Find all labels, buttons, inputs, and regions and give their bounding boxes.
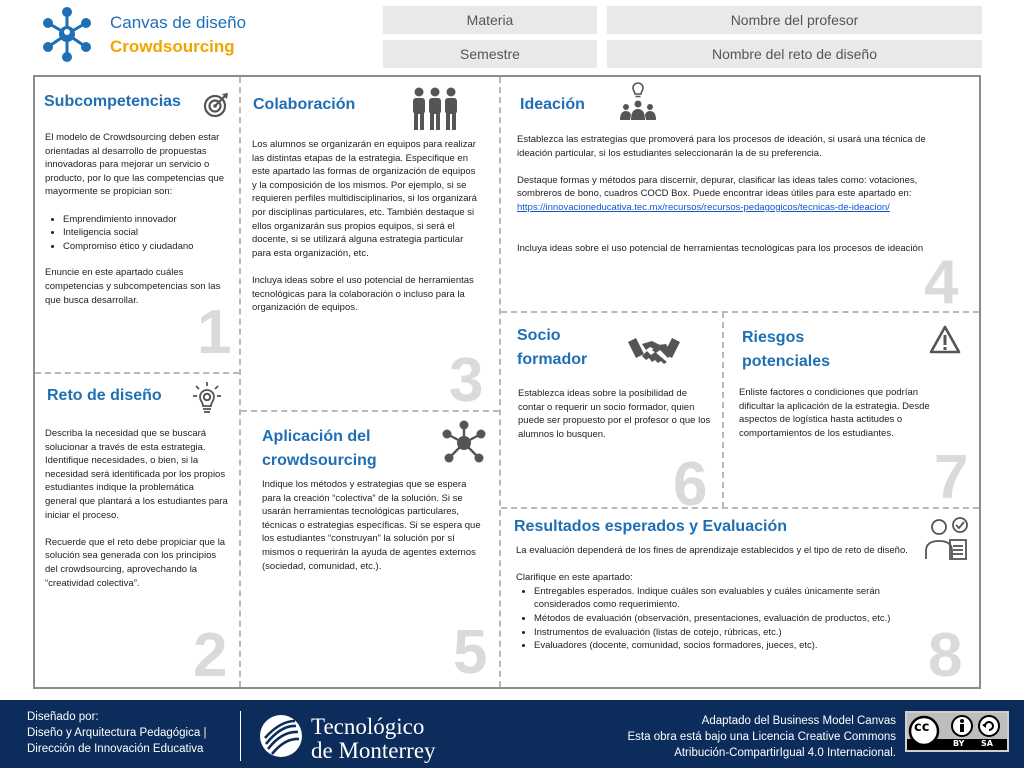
resultados-title: Resultados esperados y Evaluación	[514, 518, 787, 535]
ideacion-link[interactable]: https://innovacioneducativa.tec.mx/recursos/recursos-pedagogicos/tecnicas-de-ideacion/	[517, 201, 890, 213]
divider	[722, 312, 724, 508]
socio-title: Socio formador	[517, 327, 588, 368]
divider	[35, 372, 239, 374]
colaboracion-body	[252, 138, 482, 328]
aplicacion-title: Aplicación del crowdsourcing	[262, 428, 377, 469]
section-number: 5	[453, 618, 488, 687]
app-title: Canvas de diseño	[110, 13, 247, 32]
subcompetencias-body	[45, 131, 228, 321]
divider	[501, 311, 979, 313]
designed-by-dept: Diseño y Arquitectura Pedagógica |	[27, 727, 207, 739]
list-item: • Inteligencia social	[63, 226, 228, 240]
resultados-paragraph: Clarifique en este apartado:	[516, 572, 633, 584]
footer-divider	[240, 711, 241, 761]
socio-body	[518, 387, 712, 455]
creative-commons-icon[interactable]	[905, 711, 1009, 752]
section-number: 8	[928, 621, 963, 690]
materia-field[interactable]: Materia	[383, 6, 597, 34]
list-item: • Entregables esperados. Indique cuáles son evaluables y cuáles únicamente serán considerados como requerimiento.	[534, 585, 931, 612]
cc-sa-label: SA	[981, 739, 993, 748]
section-number: 7	[934, 443, 969, 512]
hub-network-icon	[441, 420, 487, 466]
tec-logo-icon	[258, 713, 304, 759]
gear-bulb-icon	[192, 381, 222, 415]
license-line-1[interactable]: Esta obra está bajo una Licencia Creative Commons	[627, 731, 896, 743]
license-line-2[interactable]: Atribución-CompartirIgual 4.0 Internacional.	[674, 747, 896, 759]
riesgos-body	[739, 386, 954, 454]
handshake-icon	[628, 336, 680, 372]
cc-by-label: BY	[953, 739, 965, 748]
profesor-field[interactable]: Nombre del profesor	[607, 6, 982, 34]
section-number: 3	[449, 346, 484, 415]
adapted-from: Adaptado del Business Model Canvas	[701, 715, 896, 727]
list-item: • Evaluadores (docente, comunidad, socios formadores, jueces, etc).	[534, 639, 931, 653]
warning-icon	[929, 325, 961, 355]
list-item: • Emprendimiento innovador	[63, 213, 228, 227]
list-item: • Compromiso ético y ciudadano	[63, 240, 228, 254]
list-item: • Instrumentos de evaluación (listas de cotejo, rúbricas, etc.)	[534, 626, 931, 640]
ideacion-title: Ideación	[520, 96, 585, 113]
ideacion-text: Destaque formas y métodos para discernir, depurar, clasificar las ideas tales como: votaciones, sombreros de bono, cuadros COCD Box. Puede encontrar ideas útiles para este apartado en:	[517, 174, 918, 200]
ideacion-paragraph: Establezca las estrategias que promoverá para los procesos de ideación, si usará una técnica de ideación particular, si los estudiantes seleccionarán la de su preferencia.	[517, 134, 926, 159]
aplicacion-paragraph: Indique los métodos y estrategias que se espera para la creación “colectiva” de la solución. Si se usarán herramientas tecnológicas particulares, técnicas o estrategias específicas. Si se espera que los estudiantes “construyan” la solución por sí mismos o requerirán la ayuda de agentes externos (sociedad, comunidad, etc.).	[262, 479, 481, 572]
divider	[501, 507, 979, 509]
subcompetencias-intro: El modelo de Crowdsourcing deben estar orientadas al desarrollo de propuestas innovadoras para mejorar un servicio o producto, por lo que las competencias que mayormente se propician son:	[45, 132, 225, 198]
section-number: 2	[193, 621, 228, 690]
riesgos-title: Riesgos potenciales	[742, 329, 831, 370]
team-icon	[410, 86, 460, 131]
reto-paragraph: Recuerde que el reto debe propiciar que la solución sea generada con los principios del crowdsourcing, aprovechando la “creatividad colectiva”.	[45, 536, 226, 589]
ideacion-paragraph	[517, 174, 935, 215]
resultados-paragraph: La evaluación dependerá de los fines de aprendizaje establecidos y el tipo de reto de diseño.	[516, 545, 908, 556]
section-number: 6	[673, 450, 708, 519]
brand-line-1: Tecnológico	[311, 714, 425, 739]
semestre-field[interactable]: Semestre	[383, 40, 597, 68]
brand-line-2: de Monterrey	[311, 738, 436, 763]
subcompetencias-title: Subcompetencias	[44, 93, 181, 110]
divider	[239, 77, 241, 687]
reto-title: Reto de diseño	[47, 387, 162, 404]
riesgos-paragraph: Enliste factores o condiciones que podrían dificultar la aplicación de la estrategia. Desde aspectos de logística hasta actitudes o comportamientos de los estudiantes.	[739, 387, 930, 439]
resultados-list	[516, 585, 931, 653]
aplicacion-body	[262, 478, 484, 587]
cc-label: cc	[914, 720, 930, 735]
list-item: • Métodos de evaluación (observación, presentaciones, evaluación de productos, etc.)	[534, 612, 931, 626]
divider	[499, 77, 501, 687]
target-icon	[203, 92, 229, 118]
reto-body	[45, 427, 228, 604]
colaboracion-title: Colaboración	[253, 96, 356, 113]
designed-by-division: Dirección de Innovación Educativa	[27, 743, 204, 755]
app-subtitle: Crowdsourcing	[110, 37, 235, 56]
network-logo-icon	[38, 5, 96, 63]
socio-paragraph: Establezca ideas sobre la posibilidad de contar o requerir un socio formador, quien puede ser propuesto por el profesor o que los alumnos lo busquen.	[518, 388, 711, 440]
section-number: 1	[197, 298, 232, 367]
ideacion-paragraph: Incluya ideas sobre el uso potencial de herramientas tecnológicas para los procesos de ideación	[517, 242, 924, 254]
reto-paragraph: Describa la necesidad que se buscará solucionar a través de esta estrategia. Identifique necesidades, o bien, si la necesidad será identificada por los propios estudiantes indique la problemática general que plantará a los estudiantes para iniciar el proceso.	[45, 428, 228, 521]
subcompetencias-list	[45, 213, 228, 254]
reto-name-field[interactable]: Nombre del reto de diseño	[607, 40, 982, 68]
resultados-body	[516, 544, 931, 666]
ideacion-body	[517, 133, 935, 269]
colaboracion-paragraph: Incluya ideas sobre el uso potencial de herramientas tecnológicas para la colaboración o incluso para la organización de equipos.	[252, 274, 474, 314]
colaboracion-paragraph: Los alumnos se organizarán en equipos para realizar las distintas etapas de la estrategia. Especifique en este apartado las formas de organización de equipos y la composición de los mismos. Por ejemplo, si se requieren perfiles multidisciplinarios, si los organizará por disciplinas particulares, etc. También destaque si ellos organizarán sus propios equipos, si será el docente, si se utilizará alguna estrategia particular para esta organización, etc.	[252, 139, 477, 259]
section-number: 4	[924, 248, 959, 317]
subcompetencias-outro: Enuncie en este apartado cuáles competencias y subcompetencias son las que busca desarrollar.	[45, 267, 221, 306]
designed-by-label: Diseñado por:	[27, 711, 99, 723]
lightbulb-team-icon	[618, 80, 658, 120]
